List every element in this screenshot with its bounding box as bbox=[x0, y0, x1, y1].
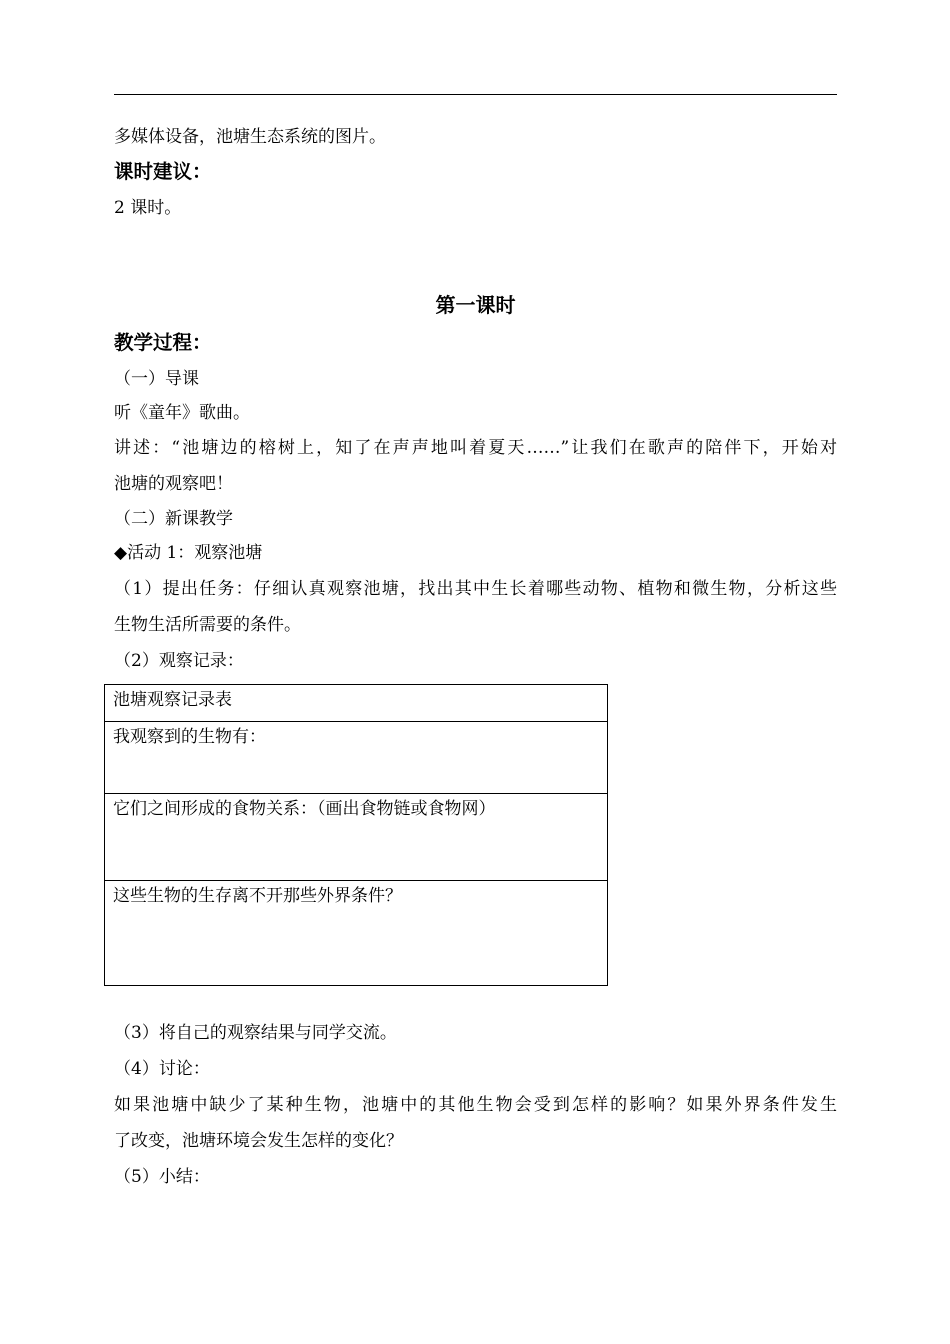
record-row-food-relations: 它们之间形成的食物关系：（画出食物链或食物网） bbox=[105, 794, 608, 881]
hours-text: 2 课时。 bbox=[114, 198, 182, 218]
step1-line2: 生物生活所需要的条件。 bbox=[114, 615, 301, 635]
record-table-title: 池塘观察记录表 bbox=[105, 685, 608, 722]
lesson-title: 第一课时 bbox=[435, 293, 516, 317]
header-rule bbox=[114, 94, 837, 95]
part2-title: （二）新课教学 bbox=[114, 509, 233, 529]
pond-record-table bbox=[104, 684, 608, 986]
step5-text: （5）小结： bbox=[114, 1167, 210, 1187]
materials-line: 多媒体设备，池塘生态系统的图片。 bbox=[114, 127, 386, 147]
discussion-line2: 了改变，池塘环境会发生怎样的变化？ bbox=[114, 1131, 403, 1151]
part1-line1: 听《童年》歌曲。 bbox=[114, 403, 250, 423]
record-row-conditions: 这些生物的生存离不开那些外界条件？ bbox=[105, 881, 608, 986]
step1-line1: （1）提出任务：仔细认真观察池塘，找出其中生长着哪些动物、植物和微生物，分析这些 bbox=[114, 579, 837, 599]
activity1-title: ◆活动 1：观察池塘 bbox=[114, 543, 263, 563]
discussion-line1: 如果池塘中缺少了某种生物，池塘中的其他生物会受到怎样的影响？如果外界条件发生 bbox=[114, 1095, 837, 1115]
hours-heading: 课时建议： bbox=[114, 160, 212, 183]
part1-title: （一）导课 bbox=[114, 369, 199, 389]
step4-text: （4）讨论： bbox=[114, 1059, 210, 1079]
step3-text: （3）将自己的观察结果与同学交流。 bbox=[114, 1023, 397, 1043]
part1-line3: 池塘的观察吧！ bbox=[114, 474, 233, 494]
record-row-organisms: 我观察到的生物有： bbox=[105, 722, 608, 794]
part1-line2: 讲述：“池塘边的榕树上，知了在声声地叫着夏天……”让我们在歌声的陪伴下，开始对 bbox=[114, 438, 837, 458]
process-heading: 教学过程： bbox=[114, 331, 212, 354]
step2-text: （2）观察记录： bbox=[114, 651, 244, 671]
